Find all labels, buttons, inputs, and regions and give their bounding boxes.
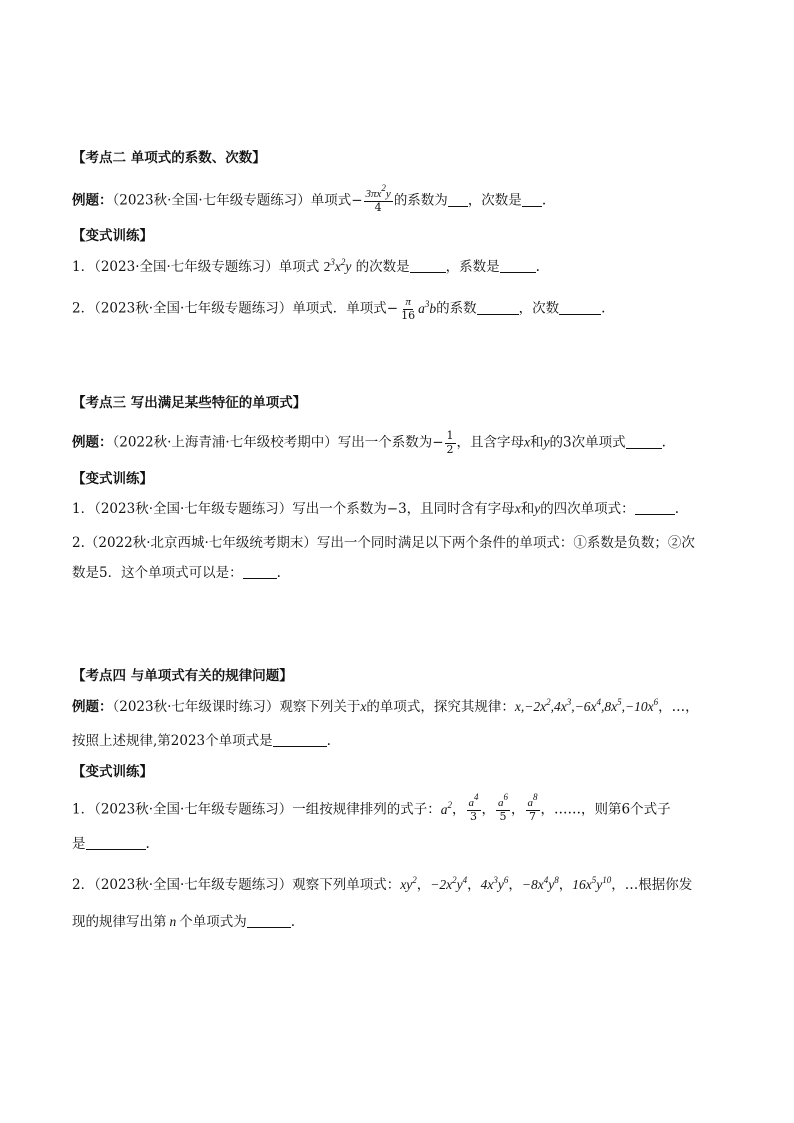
fraction [496,792,510,823]
exponent: 3 [566,697,572,707]
exponent: 4 [474,792,479,802]
s4-q2 [72,875,734,895]
variable: n [169,914,177,929]
text: . [276,565,281,581]
text: ，…， [658,699,699,715]
question-source: 2．（2023秋·全国·七年级专题练习）观察下列单项式： [72,877,401,893]
question-text: 1．（2023秋·全国·七年级专题练习）写出一个系数为−3，且同时含有字母 [72,501,515,517]
text: . [674,501,679,517]
minus-sign: − [432,434,444,451]
answer-blank[interactable] [635,502,675,515]
text: . [601,300,606,317]
variable: y [596,877,603,892]
s3-q1 [72,499,734,519]
text: ，次数是 [467,192,522,209]
exponent: 2 [340,257,346,267]
frac-num: a [527,797,534,809]
seq-term: ,4x [550,699,567,714]
s4-q1-line2 [72,834,734,854]
monomial [481,877,509,892]
exponent: 2 [452,875,457,885]
exponent: 4 [462,875,468,885]
exponent: 6 [503,792,509,802]
separator: ， [416,877,431,893]
question-source: 1．（2023·全国·七年级专题练习）单项式 [72,259,320,275]
variable: x [360,699,367,714]
variable: y [497,877,504,892]
monomial [324,259,352,274]
answer-blank[interactable] [477,302,519,315]
section-heading-4: 【考点四 与单项式有关的规律问题】 [72,668,293,684]
exponent: 6 [503,875,509,885]
text: 现的规律写出第 [72,914,167,930]
example-label: 例题： [72,192,113,209]
fraction [445,430,456,456]
text: 按照上述规律,第2023个单项式是 [72,733,273,749]
frac-num: 1 [446,429,454,442]
exponent: 5 [591,875,597,885]
variable: a [418,300,425,316]
sequence [515,699,658,714]
minus-sign: − [386,300,399,317]
frac-num: a [498,797,504,809]
example-label: 例题： [72,699,113,715]
exponent: 2 [412,875,417,885]
answer-blank[interactable] [273,734,327,747]
exponent: 6 [653,697,659,707]
example-source: （2023秋·全国·七年级专题练习）单项式 [112,192,352,209]
text: 和 [520,501,535,517]
monomial [572,877,611,892]
s4-q1 [72,792,734,823]
answer-blank[interactable] [243,566,277,579]
frac-den: 7 [529,809,537,823]
text: ，…根据你发 [611,877,693,893]
text: ，……，则第6个式子 [540,801,671,818]
separator: ， [558,877,573,893]
separator: ， [481,801,496,818]
training-heading: 【变式训练】 [72,764,153,780]
text: 个单项式为 [179,914,247,930]
section-heading-3: 【考点三 写出满足某些特征的单项式】 [72,395,307,411]
exponent: 3 [424,298,430,309]
variable: b [429,300,437,316]
exponent: 3 [493,875,498,885]
answer-blank[interactable] [86,837,146,850]
variable: x [524,434,531,450]
frac-num: 3πx [365,188,382,200]
frac-num-tail: y [385,188,391,200]
answer-blank[interactable] [448,194,468,207]
term: xy [400,877,413,892]
exponent: 4 [543,875,549,885]
frac-den: 16 [401,308,416,322]
variable: a [440,801,448,817]
text: 数是5．这个单项式可以是： [72,565,243,581]
exponent: 8 [533,792,538,802]
exponent: 2 [546,697,551,707]
frac-den: 2 [446,442,454,456]
text: ，且含字母 [456,434,525,451]
monomial [400,877,416,892]
answer-blank[interactable] [410,260,446,273]
frac-num: a [468,797,475,809]
fraction [399,296,417,322]
s2-example [72,183,734,214]
exponent: 2 [381,183,386,193]
variable: y [345,259,352,274]
term: 4x [480,877,494,892]
text: . [145,836,150,852]
exponent: 4 [596,697,601,707]
text: 是 [72,836,86,852]
text: 的次数是 [355,259,410,275]
term: 16x [572,877,592,892]
variable: y [543,434,550,450]
text: 的四次单项式： [540,501,635,517]
monomial [522,877,559,892]
exponent: 2 [447,799,453,810]
example-label: 例题： [72,434,113,451]
answer-blank[interactable] [247,915,291,928]
text: 的系数 [436,300,477,317]
s2-q2 [72,296,734,322]
variable: y [456,877,463,892]
exponent: 10 [602,875,612,885]
separator: ， [452,801,466,818]
text: 的3次单项式 [549,434,626,451]
example-source: （2022秋·上海青浦·七年级校考期中）写出一个系数为 [112,434,433,451]
question-source: 1．（2023秋·全国·七年级专题练习）一组按规律排列的式子： [72,801,441,818]
s4-example-line2 [72,731,734,751]
text: ，次数 [518,300,560,317]
text: . [541,192,547,209]
base: 2 [323,259,331,274]
text: 的系数为 [393,192,448,209]
separator: ， [467,877,481,893]
term: −2x [430,877,453,892]
seq-term: ,−6x [571,699,597,714]
s3-example [72,430,734,456]
seq-term: x,−2x [514,699,547,714]
monomial [418,298,437,316]
separator: ， [508,877,522,893]
variable: x [514,501,521,516]
term: −8x [521,877,544,892]
fraction [526,792,540,823]
answer-blank[interactable] [522,194,542,207]
text: . [661,434,666,451]
fraction [467,792,481,823]
example-source: （2023秋·七年级课时练习）观察下列关于 [112,699,361,715]
answer-blank[interactable] [559,302,601,315]
seq-term: ,8x [600,699,618,714]
answer-blank[interactable] [626,436,662,449]
frac-den: 5 [499,809,507,823]
exponent: 8 [554,875,559,885]
variable: x [334,259,341,274]
exponent: 3 [330,257,335,267]
frac-num: π [405,296,411,308]
s4-example [72,697,734,717]
answer-blank[interactable] [500,260,536,273]
term [440,799,453,817]
training-heading: 【变式训练】 [72,471,153,487]
frac-den: 3 [470,809,478,823]
text: . [535,259,540,275]
s4-q2-line2 [72,912,734,932]
variable: y [548,877,555,892]
monomial [430,877,467,892]
variable: y [534,501,541,516]
training-heading: 【变式训练】 [72,228,153,244]
seq-term: ,−10x [621,699,654,714]
s3-q2-line1: 2.（2022秋·北京西城·七年级统考期末）写出一个同时满足以下两个条件的单项式：①系数是负数；②次 [72,535,695,551]
fraction [364,183,393,214]
question-source: 2．（2023秋·全国·七年级专题练习）单项式．单项式 [72,300,387,317]
frac-den: 4 [374,200,382,214]
text: . [290,914,296,930]
text: . [326,733,331,749]
text: 的单项式，探究其规律： [366,699,515,715]
section-heading-2: 【考点二 单项式的系数、次数】 [72,150,266,166]
s2-q1 [72,257,734,277]
text: 和 [530,434,544,451]
s3-q2-line2 [72,563,734,583]
exponent: 5 [617,697,622,707]
minus-sign: − [351,192,363,209]
separator: ， [511,801,525,818]
text: ，系数是 [445,259,500,275]
